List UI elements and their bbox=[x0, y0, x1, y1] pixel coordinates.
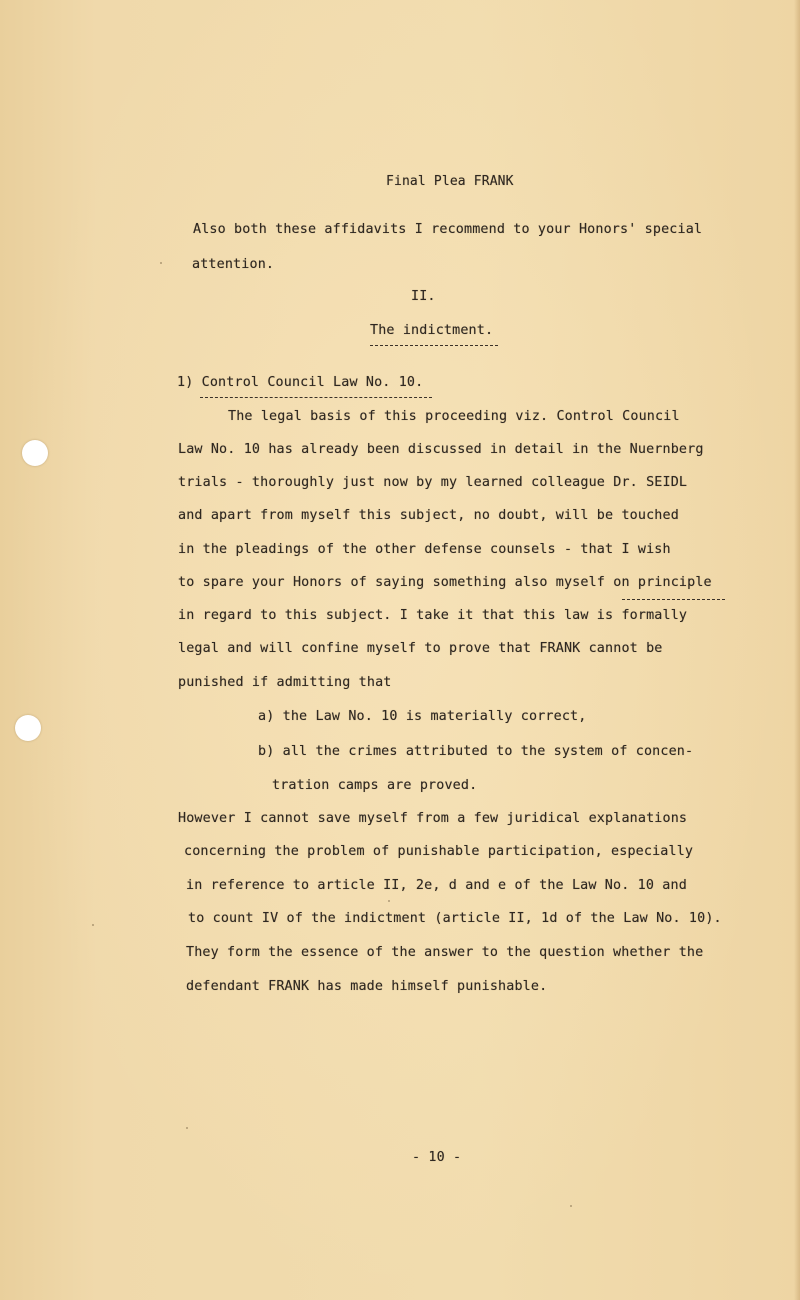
page-number: - 10 - bbox=[412, 1150, 462, 1165]
paragraph-line: trials - thoroughly just now by my learned colleague Dr. SEIDL bbox=[178, 475, 688, 490]
punch-hole-bottom bbox=[15, 715, 41, 741]
paragraph-line: and apart from myself this subject, no doubt, will be touched bbox=[178, 508, 679, 523]
paragraph-line: However I cannot save myself from a few juridical explanations bbox=[178, 811, 688, 826]
paper-speck bbox=[186, 1127, 188, 1129]
subheading-underline bbox=[200, 397, 432, 398]
subheading: 1) Control Council Law No. 10. bbox=[177, 375, 424, 390]
paper-speck bbox=[160, 262, 162, 264]
list-item: b) all the crimes attributed to the system of concen- bbox=[258, 744, 694, 759]
list-item: a) the Law No. 10 is materially correct, bbox=[258, 709, 587, 724]
paper-speck bbox=[502, 418, 504, 420]
section-numeral: II. bbox=[411, 289, 436, 304]
paragraph-line: to count IV of the indictment (article II, 1d of the Law No. 10). bbox=[188, 911, 722, 926]
paragraph-line: in reference to article II, 2e, d and e of the Law No. 10 and bbox=[186, 878, 687, 893]
page-edge-shadow bbox=[794, 0, 800, 1300]
paragraph-line: in regard to this subject. I take it that this law is formally bbox=[178, 608, 688, 623]
paper-speck bbox=[92, 924, 94, 926]
paper-speck bbox=[388, 900, 390, 902]
document-header: Final Plea FRANK bbox=[386, 174, 514, 189]
paragraph-line: The legal basis of this proceeding viz. Control Council bbox=[228, 409, 680, 424]
section-heading-underline bbox=[370, 345, 498, 346]
intro-line: Also both these affidavits I recommend to your Honors' special bbox=[193, 222, 703, 237]
paragraph-line: concerning the problem of punishable participation, especially bbox=[184, 844, 694, 859]
paragraph-line: legal and will confine myself to prove that FRANK cannot be bbox=[178, 641, 663, 656]
punch-hole-top bbox=[22, 440, 48, 466]
paragraph-line: punished if admitting that bbox=[178, 675, 392, 690]
paragraph-line: They form the essence of the answer to the question whether the bbox=[186, 945, 704, 960]
paragraph-line: defendant FRANK has made himself punishable. bbox=[186, 979, 548, 994]
section-heading: The indictment. bbox=[370, 323, 494, 338]
paper-speck bbox=[570, 1205, 572, 1207]
paragraph-line: Law No. 10 has already been discussed in detail in the Nuernberg bbox=[178, 442, 704, 457]
paragraph-line: to spare your Honors of saying something also myself on principle bbox=[178, 575, 712, 590]
intro-line: attention. bbox=[192, 257, 275, 272]
paragraph-line: in the pleadings of the other defense counsels - that I wish bbox=[178, 542, 671, 557]
list-item: tration camps are proved. bbox=[272, 778, 478, 793]
principle-underline bbox=[622, 599, 725, 600]
